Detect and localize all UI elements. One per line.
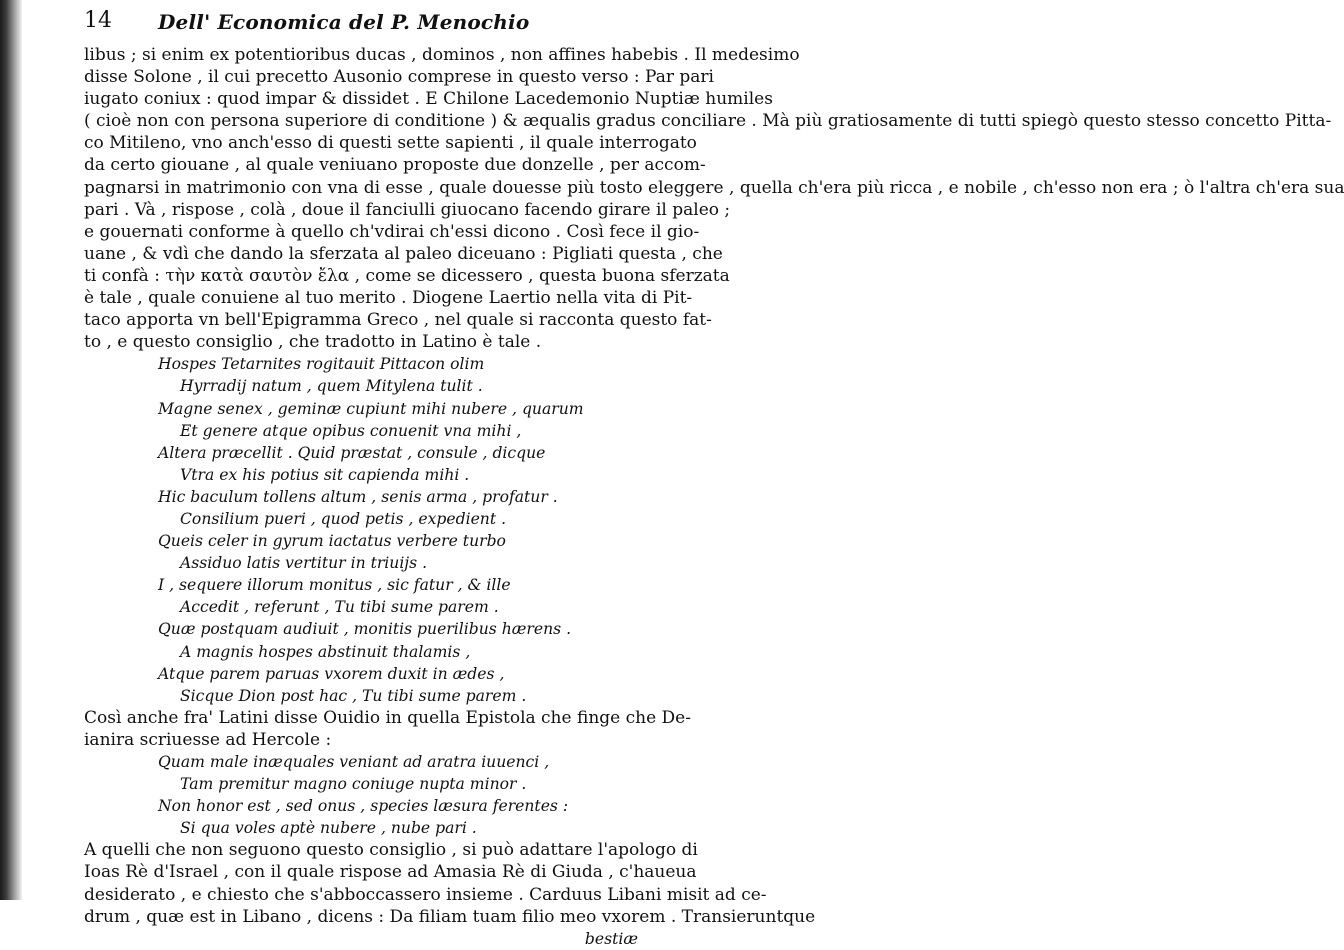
verse-line: Et genere atque opibus conuenit vna mihi ,: [180, 421, 522, 440]
book-page: [34, 0, 1344, 948]
verse-line: Non honor est , sed onus , species læsura ferentes :: [158, 797, 569, 816]
page-header: [84, 8, 644, 42]
verse-line: Hyrradij natum , quem Mitylena tulit .: [180, 377, 483, 396]
text-line: ti confà : τὴν κατὰ σαυτὸν ἔλα , come se dicessero , questa buona sferzata: [84, 265, 730, 286]
verse-line: Accedit , referunt , Tu tibi sume parem .: [180, 598, 499, 617]
verse-line: Queis celer in gyrum iactatus verbere turbo: [158, 532, 506, 551]
body-text: [84, 44, 1344, 950]
text-line: ( cioè non con persona superiore di conditione ) & æqualis gradus conciliare . Mà più gratiosamente di tutti spiegò questo stesso concetto Pitta-: [84, 111, 1332, 132]
text-line: disse Solone , il cui precetto Ausonio comprese in questo verso : Par pari: [84, 67, 714, 88]
book-gutter-shadow: [0, 0, 22, 900]
text-line: Ioas Rè d'Israel , con il quale rispose ad Amasia Rè di Giuda , c'haueua: [84, 862, 697, 883]
text-line: uane , & vdì che dando la sferzata al paleo diceuano : Pigliati questa , che: [84, 243, 723, 264]
text-line: drum , quæ est in Libano , dicens : Da filiam tuam filio meo vxorem . Transieruntque: [84, 906, 816, 927]
verse-line: Tam premitur magno coniuge nupta minor .: [180, 775, 527, 794]
text-line: A quelli che non seguono questo consiglio , si può adattare l'apologo di: [84, 840, 698, 861]
page-number: 14: [84, 8, 112, 33]
verse-line: Quam male inæquales veniant ad aratra iuuenci ,: [158, 753, 550, 771]
text-line: pari . Và , rispose , colà , doue il fanciulli giuocano facendo girare il paleo ;: [84, 199, 731, 220]
verse-line: Altera præcellit . Quid præstat , consule , dicque: [158, 443, 546, 462]
verse-line: Magne senex , geminæ cupiunt mihi nubere , quarum: [158, 399, 584, 418]
verse-line: Hospes Tetarnites rogitauit Pittacon olim: [158, 355, 485, 374]
text-line: co Mitileno, vno anch'esso di questi sette sapienti , il quale interrogato: [84, 133, 697, 154]
verse-line: I , sequere illorum monitus , sic fatur , & ille: [158, 576, 511, 595]
verse-line: Vtra ex his potius sit capienda mihi .: [180, 465, 470, 484]
running-head: Dell' Economica del P. Menochio: [158, 10, 530, 34]
text-line: ianira scriuesse ad Hercole :: [84, 729, 332, 750]
text-line: Così anche fra' Latini disse Ouidio in quella Epistola che finge che De-: [84, 707, 691, 728]
catchword: bestiæ: [584, 929, 638, 948]
text-line: iugato coniux : quod impar & dissidet . E Chilone Lacedemonio Nuptiæ humiles: [84, 89, 773, 110]
verse-line: Sicque Dion post hac , Tu tibi sume parem .: [180, 686, 527, 705]
text-line: da certo giouane , al quale veniuano proposte due donzelle , per accom-: [84, 155, 706, 176]
text-line: è tale , quale conuiene al tuo merito . Diogene Laertio nella vita di Pit-: [84, 288, 693, 309]
text-line: to , e questo consiglio , che tradotto in Latino è tale .: [84, 332, 542, 353]
verse-line: Si qua voles aptè nubere , nube pari .: [180, 819, 477, 838]
verse-line: Atque parem paruas vxorem duxit in ædes ,: [158, 664, 505, 683]
text-line: libus ; si enim ex potentioribus ducas , dominos , non affines habebis . Il medesimo: [84, 45, 800, 65]
verse-line: A magnis hospes abstinuit thalamis ,: [180, 642, 471, 661]
text-line: pagnarsi in matrimonio con vna di esse , quale douesse più tosto eleggere , quella ch'era più ricca , e nobile , ch'esso non era ; ò l'altra ch'era sua: [84, 177, 1344, 198]
text-line: e gouernati conforme à quello ch'vdirai ch'essi dicono . Così fece il gio-: [84, 221, 700, 242]
verse-line: Assiduo latis vertitur in triuijs .: [180, 554, 428, 573]
verse-line: Consilium pueri , quod petis , expedient .: [180, 509, 507, 528]
verse-line: Quæ postquam audiuit , monitis puerilibus hærens .: [158, 620, 572, 639]
verse-line: Hic baculum tollens altum , senis arma , profatur .: [158, 487, 558, 506]
text-line: taco apporta vn bell'Epigramma Greco , nel quale si racconta questo fat-: [84, 310, 712, 331]
text-line: desiderato , e chiesto che s'abboccassero insieme . Carduus Libani misit ad ce-: [84, 884, 767, 905]
